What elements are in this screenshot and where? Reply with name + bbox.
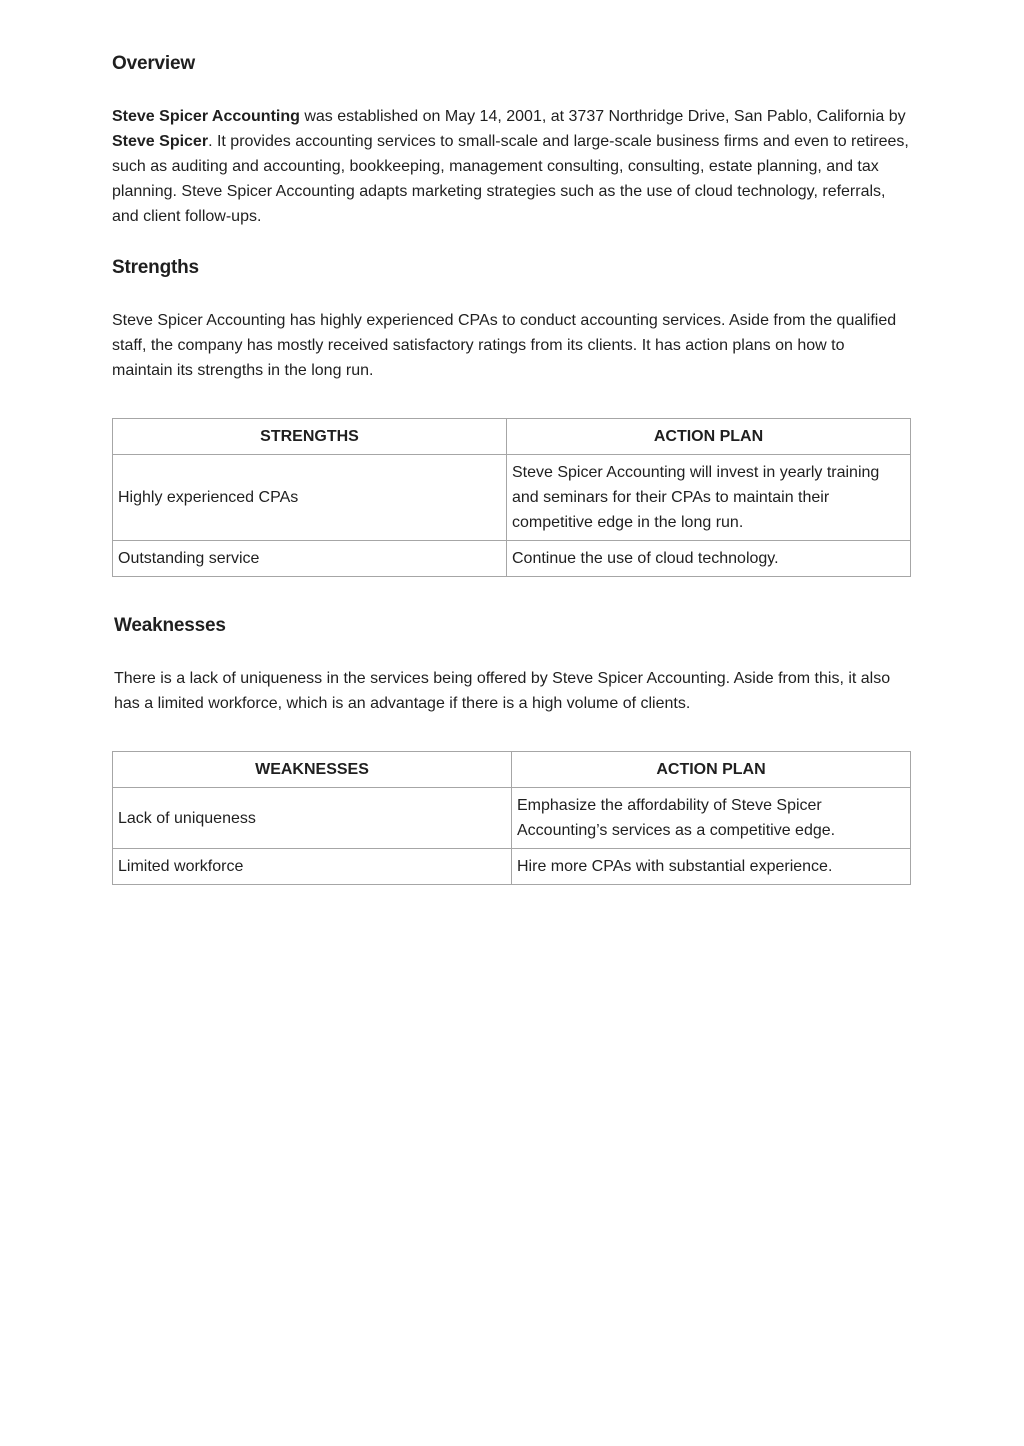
table-cell: Lack of uniqueness [113, 788, 512, 849]
table-cell: Hire more CPAs with substantial experience. [512, 849, 911, 885]
table-cell: Steve Spicer Accounting will invest in yearly training and seminars for their CPAs to maintain their competitive edge in the long run. [507, 455, 911, 541]
company-name: Steve Spicer Accounting [112, 108, 300, 125]
weaknesses-heading: Weaknesses [114, 615, 226, 636]
table-cell: Limited workforce [113, 849, 512, 885]
table-row [113, 788, 911, 849]
overview-text-2: . It provides accounting services to small-scale and large-scale business firms and even to retirees, such as auditing and accounting, bookkeeping, management consulting, consulting, estate planning, and tax planning. Steve Spicer Accounting adapts marketing strategies such as the use of cloud technology, referrals, and client follow-ups. [112, 133, 909, 225]
column-header: ACTION PLAN [507, 419, 911, 455]
table-cell: Continue the use of cloud technology. [507, 541, 911, 577]
weaknesses-paragraph: There is a lack of uniqueness in the services being offered by Steve Spicer Accounting. Aside from this, it also has a limited workforce, which is an advantage if there is a high volume of clients. [114, 670, 891, 712]
table-row [113, 541, 911, 577]
table-cell: Highly experienced CPAs [113, 455, 507, 541]
column-header: ACTION PLAN [512, 752, 911, 788]
table-header-row [113, 752, 911, 788]
strengths-paragraph: Steve Spicer Accounting has highly experienced CPAs to conduct accounting services. Aside from the qualified staff, the company has mostly received satisfactory ratings from its clients. It has action plans on how to maintain its strengths in the long run. [112, 312, 897, 379]
column-header: WEAKNESSES [113, 752, 512, 788]
table-cell: Emphasize the affordability of Steve Spicer Accounting’s services as a competitive edge. [512, 788, 911, 849]
overview-heading: Overview [112, 53, 195, 74]
founder-name: Steve Spicer [112, 133, 209, 150]
overview-text-1: was established on May 14, 2001, at 3737 Northridge Drive, San Pablo, California by [299, 108, 906, 125]
weaknesses-table [112, 751, 911, 885]
table-cell: Outstanding service [113, 541, 507, 577]
table-row [113, 455, 911, 541]
table-header-row [113, 419, 911, 455]
strengths-heading: Strengths [112, 257, 199, 278]
strengths-table [112, 418, 911, 577]
table-row [113, 849, 911, 885]
overview-paragraph [112, 104, 910, 229]
column-header: STRENGTHS [113, 419, 507, 455]
